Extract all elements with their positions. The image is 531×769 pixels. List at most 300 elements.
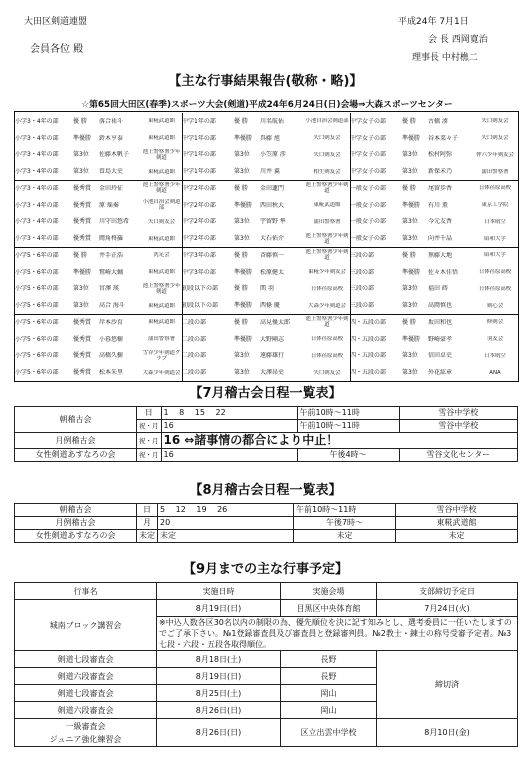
result-entry <box>182 331 350 348</box>
result-entry <box>350 214 518 231</box>
result-player: 大石佑介 <box>260 235 285 243</box>
result-club: 東糀武道館 <box>148 269 175 276</box>
july-row-dates: 16 <box>161 420 297 433</box>
result-player: 鷲崎大輔 <box>99 268 124 276</box>
result-category: 小学3・4年の部 <box>15 184 59 192</box>
result-entry <box>350 197 518 214</box>
result-club: 蒲田警察署 <box>313 218 341 225</box>
result-rank: 第3位 <box>402 369 418 377</box>
result-entry <box>182 214 350 231</box>
result-player: 福田 蒔 <box>428 285 448 293</box>
result-club: 東糀武道館 <box>148 118 175 125</box>
result-rank: 優 勝 <box>234 251 248 259</box>
result-rank: 第3位 <box>73 151 89 159</box>
result-club: 矢口剣友会 <box>148 218 175 225</box>
result-player: 松村阿弥 <box>428 151 453 159</box>
result-rank: 第3位 <box>402 151 418 159</box>
results-group-divider <box>15 247 518 248</box>
result-player: 宇留野 隼 <box>260 218 286 226</box>
result-player: 曽島大史 <box>99 168 124 176</box>
result-rank: 準優勝 <box>402 268 421 276</box>
result-rank: 準優勝 <box>234 302 253 310</box>
result-category: 四・五段の部 <box>350 318 387 326</box>
result-category: 小学5・6年の部 <box>15 352 59 360</box>
result-category: 初段以下の部 <box>182 302 219 310</box>
result-entry <box>182 163 350 180</box>
august-row-name: 女性剣道あすなろの会 <box>15 530 137 543</box>
result-entry <box>15 163 182 180</box>
result-club: 日本航空 <box>484 352 506 359</box>
result-category: 中学2年の部 <box>182 184 216 192</box>
august-row-name: 朝稽古会 <box>15 504 137 517</box>
result-player: 高岡慎也 <box>428 302 453 310</box>
result-club: 大森少年剣道会 <box>308 302 346 309</box>
result-player: 金田玲征 <box>99 184 124 192</box>
col-date: 実施日時 <box>157 583 281 600</box>
result-rank: 第3位 <box>402 285 418 293</box>
results-table <box>15 113 518 381</box>
result-entry <box>15 113 182 130</box>
result-entry <box>15 247 182 264</box>
result-category: 中学2年の部 <box>182 218 216 226</box>
result-category: 一般女子の部 <box>350 184 387 192</box>
result-player: 小暮悠樹 <box>99 335 124 343</box>
result-category: 小学3・4年の部 <box>15 151 59 159</box>
event-deadline: 7月24日(火) <box>377 600 518 617</box>
event-venue: 岡山 <box>281 702 377 719</box>
result-player: 信田卓史 <box>428 352 453 360</box>
result-player: 関 羽 <box>260 285 274 293</box>
result-rank: 第3位 <box>402 302 418 310</box>
result-player: 川名航佑 <box>260 117 285 125</box>
result-category: 中学3年の部 <box>182 251 216 259</box>
result-entry <box>15 264 182 281</box>
result-rank: 準優勝 <box>234 201 253 209</box>
result-entry <box>15 130 182 147</box>
result-category: 三段の部 <box>350 251 375 259</box>
result-rank: 第3位 <box>402 352 418 360</box>
result-club: 日体荏原高校 <box>478 269 512 276</box>
result-category: 小学5・6年の部 <box>15 251 59 259</box>
result-entry <box>350 348 518 365</box>
result-player: 鈴木亨泰 <box>99 134 124 142</box>
result-club: 日体荏原高校 <box>310 352 344 359</box>
august-row-place: 雪谷中学校 <box>396 504 518 517</box>
result-player: 原 瑶奏 <box>99 201 119 209</box>
result-entry <box>182 230 350 247</box>
result-club: 東糀武道館 <box>148 235 175 242</box>
result-rank: 優 勝 <box>234 318 248 326</box>
result-club: 東糀武道館 <box>148 135 175 142</box>
col-event: 行事名 <box>15 583 157 600</box>
july-row-name: 朝稽古会 <box>15 407 137 433</box>
result-player: 古橋 湊 <box>428 117 448 125</box>
result-club: 日体荏原高校 <box>478 185 512 192</box>
event-deadline: 締切済 <box>377 651 518 719</box>
result-club: 東糀武道館 <box>148 319 175 326</box>
july-row-place: 雪谷中学校 <box>399 407 518 420</box>
event-name: 剣道六段審査会 <box>15 702 157 719</box>
result-entry <box>350 113 518 130</box>
event-date: 8月25日(土) <box>157 685 281 702</box>
result-player: 斉藤慎一 <box>260 251 285 259</box>
result-club: 東糀武道館 <box>148 168 175 175</box>
result-rank: 優 勝 <box>234 117 248 125</box>
col-venue: 実施会場 <box>281 583 377 600</box>
result-rank: 優 勝 <box>73 251 87 259</box>
result-entry <box>350 147 518 164</box>
result-category: 初段以下の部 <box>182 285 219 293</box>
result-club: 日体荏原高校 <box>478 285 512 292</box>
result-entry <box>350 297 518 314</box>
july-schedule <box>14 406 518 462</box>
result-club: 蒲田警察署 <box>481 168 509 175</box>
header-to: 会員各位 殿 <box>30 44 84 55</box>
result-rank: 第3位 <box>73 302 89 310</box>
result-rank: 準優勝 <box>402 134 421 142</box>
july-row-dates: 16 <box>163 432 181 447</box>
result-club: 池上警察署少年剣道 <box>142 282 181 295</box>
result-player: 宮澤 瑛 <box>99 285 119 293</box>
event-date: 8月26日(日) <box>157 719 281 747</box>
result-category: 小学5・6年の部 <box>15 318 59 326</box>
result-rank: 第3位 <box>73 168 89 176</box>
result-entry <box>350 130 518 147</box>
result-player: 井手正浩 <box>99 251 124 259</box>
result-rank: 優秀賞 <box>73 335 92 343</box>
result-rank: 優 勝 <box>402 184 416 192</box>
result-category: 中学女子の部 <box>350 134 387 142</box>
result-club: 池上警察署少年剣道 <box>142 148 181 161</box>
result-club: 日体荏原高校 <box>310 285 344 292</box>
result-category: 中学1年の部 <box>182 117 216 125</box>
result-rank: 優 勝 <box>73 117 87 125</box>
result-player: 有川 薫 <box>428 201 448 209</box>
header-org: 大田区剣道連盟 <box>24 17 88 27</box>
result-category: 中学1年の部 <box>182 134 216 142</box>
event-name: 剣道七段審査会 <box>15 685 157 702</box>
result-category: 中学1年の部 <box>182 151 216 159</box>
event-venue: 区立出雲中学校 <box>281 719 377 747</box>
result-club: 東糀武道館 <box>148 302 175 309</box>
result-entry <box>350 247 518 264</box>
result-rank: 準優勝 <box>73 134 92 142</box>
july-row-dates: 1 8 15 22 <box>161 407 297 420</box>
result-entry <box>182 197 350 214</box>
result-club: 矢口剣友会 <box>313 151 341 158</box>
result-entry <box>182 130 350 147</box>
result-player: 今元友香 <box>428 218 453 226</box>
result-rank: 第3位 <box>73 285 89 293</box>
event-date: 8月19日(日) <box>157 600 281 617</box>
event-date: 8月19日(日) <box>157 668 281 685</box>
result-player: 尾留歩香 <box>428 184 453 192</box>
result-entry <box>182 147 350 164</box>
result-club: 昭和大学 <box>484 252 506 259</box>
result-club: 矢口剣友会 <box>313 135 341 142</box>
july-title: 【7月稽古会日程一覧表】 <box>189 386 342 401</box>
result-rank: 優秀賞 <box>73 318 92 326</box>
result-category: 中学女子の部 <box>350 168 387 176</box>
result-rank: 第3位 <box>234 235 250 243</box>
result-entry <box>15 214 182 231</box>
event-deadline: 8月10日(金) <box>377 719 518 747</box>
result-player: 西條 慶 <box>260 302 280 310</box>
result-entry <box>182 247 350 264</box>
august-row-day: 未定 <box>137 530 158 543</box>
result-category: 三段の部 <box>350 268 375 276</box>
july-row-place: 雪谷中学校 <box>399 420 518 433</box>
result-entry <box>350 314 518 331</box>
result-entry <box>15 331 182 348</box>
result-category: 三段の部 <box>350 285 375 293</box>
result-category: 二段の部 <box>182 352 207 360</box>
august-row-dates: 20 <box>158 517 294 530</box>
result-club: 昭和大学 <box>484 235 506 242</box>
result-category: 中学女子の部 <box>350 151 387 159</box>
result-rank: 優 勝 <box>234 184 248 192</box>
result-category: 二段の部 <box>182 369 207 377</box>
event-date: 8月18日(土) <box>157 651 281 668</box>
result-club: 修剣会 <box>486 319 504 326</box>
result-player: 坂田和也 <box>428 318 453 326</box>
result-rank: 優秀賞 <box>73 201 92 209</box>
result-player: 岡角柊羅 <box>99 235 124 243</box>
result-rank: 優 勝 <box>234 285 248 293</box>
july-row-dates: 16 <box>161 449 297 462</box>
result-entry <box>350 281 518 298</box>
event-name-line2: ジュニア強化練習会 <box>49 734 122 744</box>
result-category: 一般女子の部 <box>350 218 387 226</box>
result-entry <box>350 163 518 180</box>
july-row-day: 祝・月 <box>137 449 162 462</box>
result-club: 羽友会 <box>486 336 504 343</box>
result-entry <box>350 230 518 247</box>
august-row-day: 日 <box>137 504 158 517</box>
result-rank: 第3位 <box>402 168 418 176</box>
july-row-day: 祝・月 <box>137 433 162 449</box>
result-category: 中学1年の部 <box>182 168 216 176</box>
august-row-dates: 未定 <box>158 530 294 543</box>
events-table <box>14 582 518 747</box>
result-player: 松原健太 <box>260 268 285 276</box>
result-club: 池上警察署少年剣道 <box>305 232 349 245</box>
result-entry <box>15 147 182 164</box>
result-rank: 第3位 <box>234 151 250 159</box>
result-player: 川井 翼 <box>260 168 280 176</box>
august-row-place: 東糀武道館 <box>396 517 518 530</box>
result-entry <box>182 297 350 314</box>
result-club: 小池自治会剣道部 <box>305 118 349 125</box>
result-club: 東糀少年剣友会 <box>308 269 346 276</box>
result-rank: 優秀賞 <box>73 218 92 226</box>
result-rank: 準優勝 <box>402 335 421 343</box>
result-club: 東糀武道館 <box>313 202 341 209</box>
result-rank: 優 勝 <box>402 251 416 259</box>
result-entry <box>182 113 350 130</box>
result-category: 小学5・6年の部 <box>15 302 59 310</box>
result-category: 中学3年の部 <box>182 268 216 276</box>
result-player: 岸本沙育 <box>99 318 124 326</box>
result-club: 雪谷少年剣道クラブ <box>142 349 181 362</box>
august-schedule <box>14 503 518 543</box>
results-group-divider <box>15 180 518 181</box>
results-group-divider <box>15 314 518 315</box>
result-category: 二段の部 <box>182 335 207 343</box>
result-rank: 準優勝 <box>234 335 253 343</box>
july-row-day: 日 <box>137 407 162 420</box>
result-player: 落合祐斗 <box>99 117 124 125</box>
result-category: 中学2年の部 <box>182 201 216 209</box>
result-club: 日体荏原高校 <box>310 336 344 343</box>
header-director: 理事長 中村樵二 <box>412 53 478 63</box>
header-date: 平成24年 7月1日 <box>398 17 469 27</box>
result-category: 小学5・6年の部 <box>15 369 59 377</box>
event-venue: 岡山 <box>281 685 377 702</box>
result-player: 無藤大地 <box>428 251 453 259</box>
result-club: 東京工学院 <box>481 202 509 209</box>
result-rank: 優 勝 <box>402 117 416 125</box>
result-player: 大澤昂史 <box>260 369 285 377</box>
result-entry <box>15 197 182 214</box>
result-category: 小学3・4年の部 <box>15 218 59 226</box>
result-club: 日本航空 <box>484 218 506 225</box>
august-row-time: 午前10時～11時 <box>294 504 396 517</box>
result-category: 小学3・4年の部 <box>15 134 59 142</box>
events-title: 【9月までの主な行事予定】 <box>182 562 349 577</box>
result-rank: 第3位 <box>234 369 250 377</box>
result-category: 一般女子の部 <box>350 201 387 209</box>
result-player: 松本朱里 <box>99 369 124 377</box>
result-player: 佐々木佳悟 <box>428 268 459 276</box>
result-player: 川守田悠希 <box>99 218 130 226</box>
result-club: 相生剣友会 <box>313 168 341 175</box>
result-club: 大森少年剣道会 <box>142 369 181 376</box>
event-name: 剣道六段審査会 <box>15 668 157 685</box>
result-rank: 準優勝 <box>73 268 92 276</box>
col-deadline: 支部締切予定日 <box>377 583 518 600</box>
result-category: 小学3・4年の部 <box>15 235 59 243</box>
result-entry <box>350 264 518 281</box>
august-row-day: 月 <box>137 517 158 530</box>
event-venue: 長野 <box>281 668 377 685</box>
result-entry <box>15 281 182 298</box>
result-category: 四・五段の部 <box>350 335 387 343</box>
event-name <box>15 719 157 747</box>
result-category: 中学女子の部 <box>350 117 387 125</box>
result-rank: 第3位 <box>234 218 250 226</box>
result-rank: 準優勝 <box>234 268 253 276</box>
result-player: 高橋久樹 <box>99 352 124 360</box>
result-entry <box>182 281 350 298</box>
event-venue: 目黒区中央体育館 <box>281 600 377 617</box>
result-rank: 優秀賞 <box>73 184 92 192</box>
result-rank: 優秀賞 <box>73 369 92 377</box>
august-row-time: 午後7時～ <box>294 517 396 530</box>
result-player: 外花紘章 <box>428 369 453 377</box>
result-player: 呉藤 旭 <box>260 134 280 142</box>
result-club: 矢口剣友会 <box>481 135 509 142</box>
result-category: 三段の部 <box>350 302 375 310</box>
report-subtitle: ☆第65回大田区(春季)スポーツ大会(剣道)平成24年6月24日(日)会場⇒大森スポーツセンター <box>81 100 453 110</box>
result-entry <box>182 314 350 331</box>
result-category: 一般女子の部 <box>350 235 387 243</box>
result-club: 蒲田警察署 <box>148 336 175 343</box>
august-title: 【8月稽古会日程一覧表】 <box>189 483 342 498</box>
result-entry <box>15 297 182 314</box>
result-entry <box>15 180 182 197</box>
july-row-name: 月例稽古会 <box>15 433 137 449</box>
result-rank: 優秀賞 <box>73 235 92 243</box>
result-club: 池上警察署少年剣道 <box>305 249 349 262</box>
result-category: 小学3・4年の部 <box>15 168 59 176</box>
result-entry <box>350 180 518 197</box>
result-club: 池上警察署少年剣道 <box>305 316 349 329</box>
result-category: 小学3・4年の部 <box>15 117 59 125</box>
august-row-time: 未定 <box>294 530 396 543</box>
result-entry <box>182 264 350 281</box>
result-category: 二段の部 <box>182 318 207 326</box>
july-row-name: 女性剣道あすなろの会 <box>15 449 137 462</box>
result-category: 小学5・6年の部 <box>15 285 59 293</box>
result-entry <box>15 348 182 365</box>
result-entry <box>350 364 518 381</box>
event-name: 城南ブロック講習会 <box>15 600 157 651</box>
result-club: 矢口剣友会 <box>481 118 509 125</box>
result-player: 谷本菜々子 <box>428 134 459 142</box>
august-row-place: 未定 <box>396 530 518 543</box>
result-category: 小学5・6年の部 <box>15 335 59 343</box>
result-rank: 準優勝 <box>402 201 421 209</box>
cancel-notice: ⇔諸事情の都合により中止！ <box>184 432 339 447</box>
event-note: ※中込人数各区30名以内の制限の為、優先順位を決に記す知みとし、選考委員に一任いたしますのでご了承下さい。№1登録審査員及び審査員と登録審判員。№2教士・錬士の称号受審予定者。№3七段・六段・五段各取得順位。 <box>157 617 518 651</box>
result-player: 佐藤木帆子 <box>99 151 130 159</box>
result-entry <box>15 364 182 381</box>
result-player: 向井千晶 <box>428 235 453 243</box>
result-club: 剣心会 <box>486 302 504 309</box>
result-category: 中学2年の部 <box>182 235 216 243</box>
july-row-place: 雪谷文化センター <box>399 449 518 462</box>
august-row-dates: 5 12 19 26 <box>158 504 294 517</box>
result-rank: 第3位 <box>402 218 418 226</box>
result-club: 小池自治会剣道部 <box>142 199 181 212</box>
result-club: 池上警察署少年剣道 <box>142 182 181 195</box>
result-player: 遠藤雄行 <box>260 352 285 360</box>
result-entry <box>15 314 182 331</box>
result-category: 四・五段の部 <box>350 352 387 360</box>
july-row-time: 午後4時～ <box>297 449 399 462</box>
result-rank: 優 勝 <box>402 318 416 326</box>
result-club: 矢口剣友会 <box>313 369 341 376</box>
result-club: 池上警察署少年剣道 <box>305 182 349 195</box>
result-club: 洗足会 <box>153 252 170 259</box>
report-title: 【主な行事結果報告(敬称・略)】 <box>168 74 363 89</box>
event-date: 8月26日(日) <box>157 702 281 719</box>
july-row-day: 祝・月 <box>137 420 162 433</box>
result-entry <box>350 331 518 348</box>
result-rank: 第3位 <box>234 352 250 360</box>
result-player: 高見優太郎 <box>260 318 291 326</box>
result-category: 四・五段の部 <box>350 369 387 377</box>
result-rank: 第3位 <box>402 235 418 243</box>
result-rank: 優秀賞 <box>73 352 92 360</box>
event-name-line1: 一級審査会 <box>65 721 106 731</box>
event-name: 剣道七段審査会 <box>15 651 157 668</box>
result-entry <box>182 364 350 381</box>
result-entry <box>15 230 182 247</box>
result-entry <box>182 180 350 197</box>
result-player: 金田蓮門 <box>260 184 285 192</box>
